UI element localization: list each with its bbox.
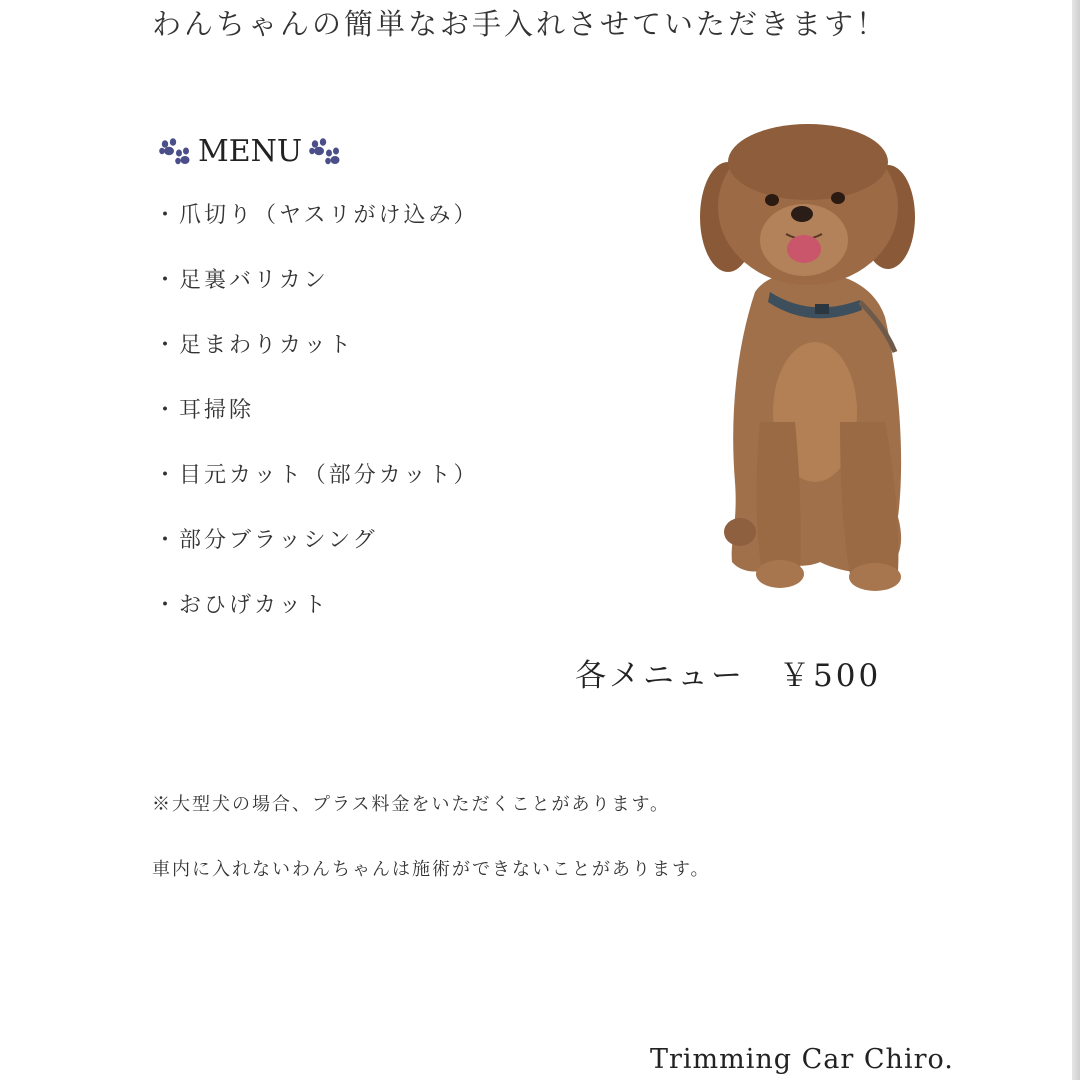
brand-name: Trimming Car Chiro. xyxy=(650,1044,954,1075)
menu-list xyxy=(154,196,479,651)
menu-item-partial-brushing: ・部分ブラッシング xyxy=(154,528,378,553)
paw-print-icon xyxy=(158,137,192,167)
menu-item-ear-cleaning: ・耳掃除 xyxy=(154,398,255,423)
menu-item-whisker-trim: ・おひげカット xyxy=(154,593,329,618)
paw-print-icon xyxy=(308,137,342,167)
menu-title: MENU xyxy=(198,134,303,169)
page-edge-shadow xyxy=(1072,0,1080,1080)
note-large-dog-surcharge: ※大型犬の場合、プラス料金をいただくことがあります。 xyxy=(152,794,671,815)
menu-item-foot-trim: ・足まわりカット xyxy=(154,333,354,358)
menu-item-paw-pad-clipping: ・足裏バリカン xyxy=(154,268,329,293)
note-vehicle-entry: 車内に入れないわんちゃんは施術ができないことがあります。 xyxy=(152,859,711,880)
price-label: 各メニュー ￥500 xyxy=(575,658,882,694)
menu-item-eye-area-trim: ・目元カット（部分カット） xyxy=(154,463,479,488)
dog-photo xyxy=(700,122,915,597)
menu-heading xyxy=(158,134,342,169)
page-headline: わんちゃんの簡単なお手入れさせていただきます！ xyxy=(152,7,889,41)
menu-item-nail-trim: ・爪切り（ヤスリがけ込み） xyxy=(154,203,479,228)
